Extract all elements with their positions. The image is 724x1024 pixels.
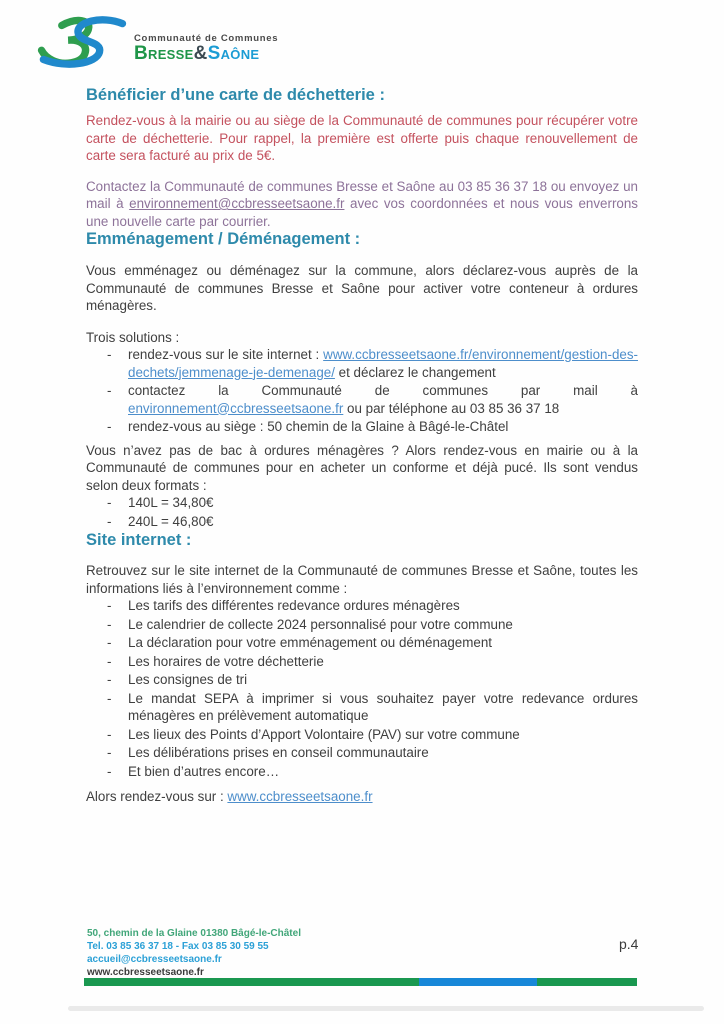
solution1-text-after: et déclarez le changement <box>334 364 496 380</box>
logo-name-bresse: Bresse <box>134 42 194 64</box>
footer-tel-fax: Tel. 03 85 36 37 18 - Fax 03 85 30 59 55 <box>87 941 269 952</box>
list-item-solution-mail <box>107 382 638 417</box>
solution2-text-before: contactez la Communauté de communes par mail à <box>128 383 638 398</box>
solutions-list <box>86 346 638 436</box>
paragraph-contact-carte <box>86 178 638 231</box>
logo-text <box>134 21 278 64</box>
solution1-text-before: rendez-vous sur le site internet : <box>128 347 324 362</box>
logo-tagline: Communauté de Communes <box>134 32 279 44</box>
paragraph-contact-after: avec vos coordonnées et nous vous enverrons une nouvelle carte par courrier. <box>86 196 638 229</box>
list-item-autres: - Et bien d’autres encore… <box>107 763 638 781</box>
website-link[interactable]: www.ccbresseetsaone.fr <box>227 789 373 804</box>
footer-color-bar <box>84 978 637 986</box>
list-item-calendrier: - Le calendrier de collecte 2024 personnalisé pour votre commune <box>107 616 638 634</box>
list-item-declaration: - La déclaration pour votre emménagement ou déménagement <box>107 634 638 652</box>
footer-email: accueil@ccbresseetsaone.fr <box>87 954 222 965</box>
list-item-mandat-sepa: - Le mandat SEPA à imprimer si vous souhaitez payer votre redevance ordures ménagères en prélèvement automatique <box>107 690 638 725</box>
footer-website: www.ccbresseetsaone.fr <box>87 967 204 978</box>
list-item-solution-siege: - rendez-vous au siège : 50 chemin de la Glaine à Bâgé-le-Châtel <box>107 418 638 436</box>
footer-bar-segment-blue <box>419 978 538 986</box>
solution2-text-after: ou par téléphone au 03 85 36 37 18 <box>343 400 560 416</box>
page-number: p.4 <box>619 936 639 952</box>
environnement-email-link-2[interactable]: environnement@ccbresseetsaone.fr <box>128 400 344 416</box>
list-item-horaires: - Les horaires de votre déchetterie <box>107 653 638 671</box>
demenagement-page-link[interactable]: www.ccbresseetsaone.fr/environnement/gestion-des-dechets/jemmenage-je-demenage/ <box>128 347 638 380</box>
outro-text-before: Alors rendez-vous sur : <box>86 789 228 804</box>
paragraph-contact-before: Contactez la Communauté de communes Bresse et Saône au 03 85 36 37 18 ou envoyez un mail à <box>86 178 638 211</box>
section-heading-emmenagement: Emménagement / Déménagement : <box>86 230 361 248</box>
logo-name-ampersand: & <box>193 42 208 64</box>
list-item-format-140l: - 140L = 34,80€ <box>107 494 638 512</box>
footer-contact-block <box>87 927 301 979</box>
section-heading-site-internet: Site internet : <box>86 531 192 549</box>
logo-name-saone: Saône <box>207 42 260 64</box>
bresse-saone-logo-icon <box>36 13 128 71</box>
paragraph-emmenagement-intro: Vous emménagez ou déménagez sur la commune, alors déclarez-vous auprès de la Communauté de communes Bresse et Saône pour activer votre conteneur à ordures ménagères. <box>86 263 638 313</box>
scan-edge-shadow <box>68 1006 704 1011</box>
list-item-tarifs: - Les tarifs des différentes redevance ordures ménagères <box>107 597 638 615</box>
list-item-pav: - Les lieux des Points d’Apport Volontaire (PAV) sur votre commune <box>107 726 638 744</box>
environnement-email-link[interactable]: environnement@ccbresseetsaone.fr <box>129 196 345 211</box>
logo <box>36 13 278 71</box>
paragraph-bac-ordures: Vous n’avez pas de bac à ordures ménagères ? Alors rendez-vous en mairie ou à la Communauté de communes pour en acheter un conforme et déjà pucé. Ils sont vendus selon deux formats : <box>86 442 638 493</box>
paragraph-carte-dechetterie: Rendez-vous à la mairie ou au siège de la Communauté de communes pour récupérer votre carte de déchetterie. Pour rappel, la première est offerte puis chaque renouvellement de carte sera facturé au prix de 5€. <box>86 113 638 163</box>
footer-bar-segment-green-right <box>537 978 637 986</box>
paragraph-outro <box>86 788 638 806</box>
section-heading-carte-dechetterie: Bénéficier d’une carte de déchetterie : <box>86 86 385 104</box>
list-item-format-240l: - 240L = 46,80€ <box>107 513 638 531</box>
logo-name <box>134 44 278 64</box>
formats-list <box>86 494 638 530</box>
list-item-solution-site <box>107 346 638 381</box>
list-item-deliberations: - Les délibérations prises en conseil communautaire <box>107 744 638 762</box>
trois-solutions-label: Trois solutions : <box>86 329 180 345</box>
site-info-list <box>86 597 638 780</box>
list-item-consignes: - Les consignes de tri <box>107 671 638 689</box>
footer-bar-segment-green-left <box>84 978 419 986</box>
paragraph-site-intro: Retrouvez sur le site internet de la Communauté de communes Bresse et Saône, toutes les informations liés à l’environnement comme : <box>86 563 638 596</box>
document-body <box>86 86 638 806</box>
footer-address: 50, chemin de la Glaine 01380 Bâgé-le-Châtel <box>87 928 301 939</box>
